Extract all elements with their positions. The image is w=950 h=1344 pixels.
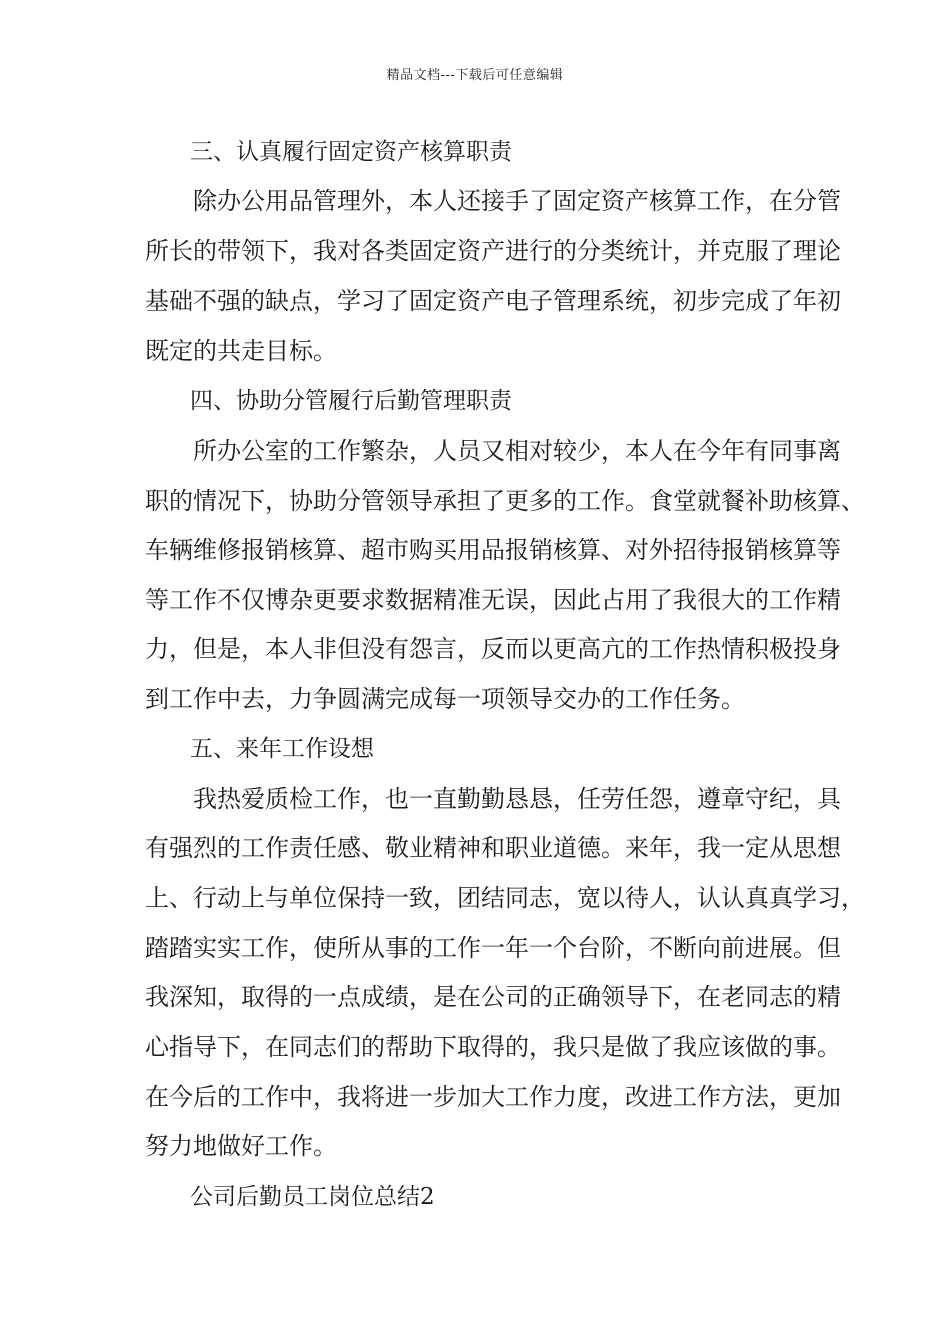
paragraph-line: 所长的带领下，我对各类固定资产进行的分类统计，并克服了理论 (145, 237, 841, 265)
paragraph-line: 努力地做好工作。 (145, 1132, 337, 1160)
section-heading-5: 五、来年工作设想 (190, 736, 374, 762)
section-heading-3: 三、认真履行固定资产核算职责 (190, 139, 512, 165)
paragraph-line: 心指导下，在同志们的帮助下取得的，我只是做了我应该做的事。 (145, 1033, 841, 1061)
paragraph-line: 等工作不仅博杂更要求数据精准无误，因此占用了我很大的工作精 (145, 586, 841, 614)
paragraph-line: 有强烈的工作责任感、敬业精神和职业道德。来年，我一定从思想 (145, 834, 841, 862)
paragraph-line: 踏踏实实工作，使所从事的工作一年一个台阶，不断向前进展。但 (145, 934, 841, 962)
document-subtitle: 公司后勤员工岗位总结2 (190, 1184, 435, 1210)
paragraph-line: 上、行动上与单位保持一致，团结同志，宽以待人，认认真真学习， (145, 884, 865, 912)
page-header: 精品文档---下载后可任意编辑 (386, 68, 564, 83)
paragraph-line: 到工作中去，力争圆满完成每一项领导交办的工作任务。 (145, 685, 745, 713)
paragraph-line: 我深知，取得的一点成绩，是在公司的正确领导下，在老同志的精 (145, 983, 841, 1011)
paragraph-line: 职的情况下，协助分管领导承担了更多的工作。食堂就餐补助核算、 (145, 487, 865, 515)
section-heading-4: 四、协助分管履行后勤管理职责 (190, 388, 512, 414)
paragraph-line: 力，但是，本人非但没有怨言，反而以更高亢的工作热情积极投身 (145, 635, 841, 663)
paragraph-line: 所办公室的工作繁杂，人员又相对较少，本人在今年有同事离 (193, 437, 841, 465)
paragraph-line: 基础不强的缺点，学习了固定资产电子管理系统，初步完成了年初 (145, 287, 841, 315)
paragraph-line: 我热爱质检工作，也一直勤勤恳恳，任劳任怨，遵章守纪，具 (193, 785, 841, 813)
paragraph-line: 在今后的工作中，我将进一步加大工作力度，改进工作方法，更加 (145, 1083, 841, 1111)
paragraph-line: 车辆维修报销核算、超市购买用品报销核算、对外招待报销核算等 (145, 536, 841, 564)
paragraph-line: 除办公用品管理外，本人还接手了固定资产核算工作，在分管 (193, 187, 841, 215)
paragraph-line: 既定的共走目标。 (145, 337, 337, 365)
